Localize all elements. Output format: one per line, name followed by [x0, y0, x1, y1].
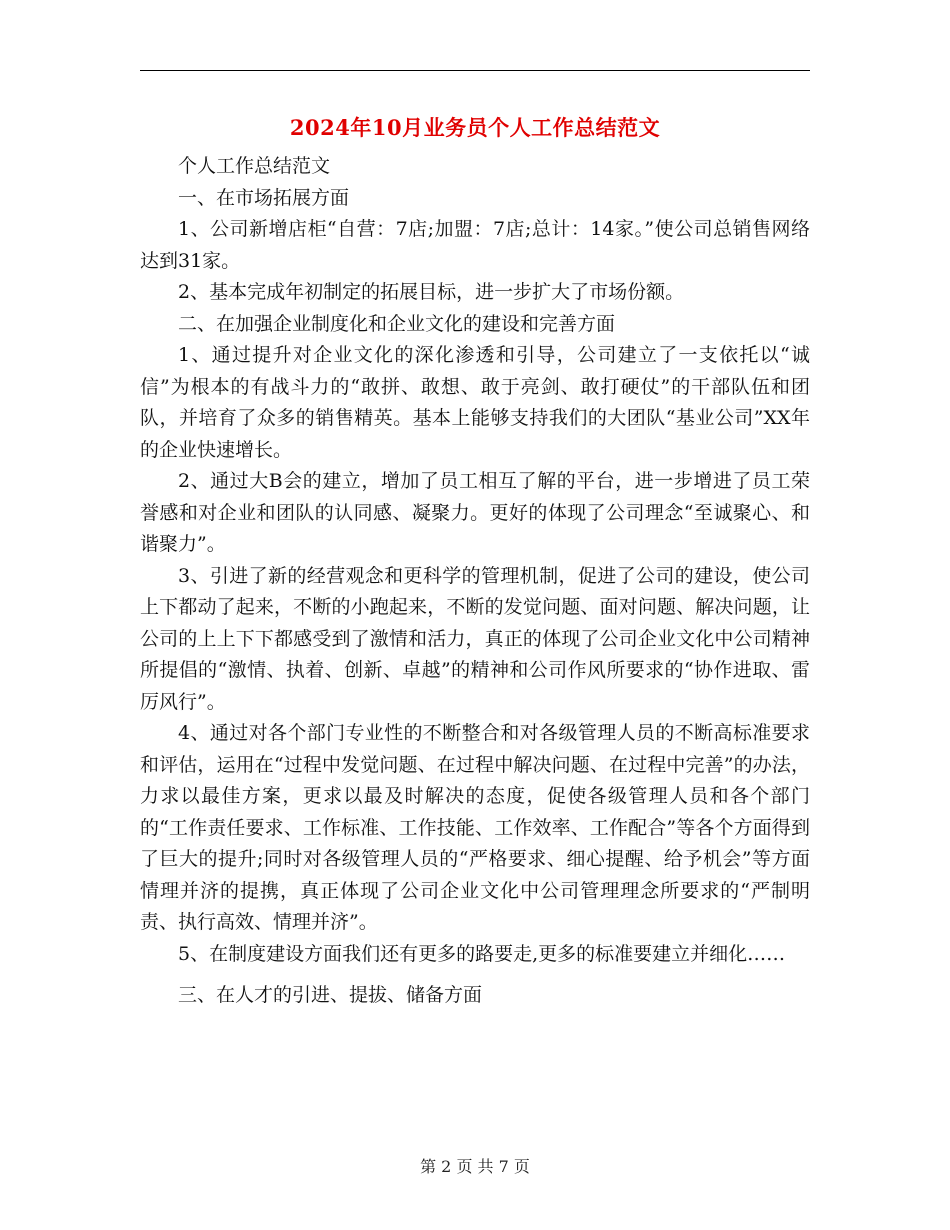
- paragraph-culture-5: 5、在制度建设方面我们还有更多的路要走,更多的标准要建立并细化……: [178, 942, 786, 965]
- paragraph-culture-3: 3、引进了新的经营观念和更科学的管理机制，促进了公司的建设，使公司上下都动了起来，不断的小跑起来，不断的发觉问题、面对问题、解决问题，让公司的上上下下都感受到了激情和活力，真正的体现了公司企业文化中公司精神所提倡的“激情、执着、创新、卓越”的精神和公司作风所要求的“协作进取、雷厉风行”。: [140, 564, 810, 713]
- paragraph-subtitle: 个人工作总结范文: [178, 155, 331, 177]
- section-heading-culture: 二、在加强企业制度化和企业文化的建设和完善方面: [178, 312, 616, 335]
- section-heading-market: 一、在市场拓展方面: [178, 186, 350, 209]
- paragraph-market-1: 1、公司新增店柜“自营：7店;加盟：7店;总计：14家。”使公司总销售网络达到31家。: [140, 218, 810, 272]
- page-footer: 第 2 页 共 7 页: [420, 1157, 530, 1176]
- header-rule: [140, 70, 810, 71]
- paragraph-market-2: 2、基本完成年初制定的拓展目标，进一步扩大了市场份额。: [178, 281, 685, 303]
- section-heading-talent: 三、在人才的引进、提拔、储备方面: [178, 984, 483, 1006]
- document-title: 2024年10月业务员个人工作总结范文: [289, 115, 661, 140]
- document-body: [140, 151, 810, 1012]
- paragraph-culture-2: 2、通过大B会的建立，增加了员工相互了解的平台，进一步增进了员工荣誉感和对企业和团队的认同感、凝聚力。更好的体现了公司理念“至诚聚心、和谐聚力”。: [140, 470, 810, 555]
- paragraph-culture-1: 1、通过提升对企业文化的深化渗透和引导，公司建立了一支依托以“诚信”为根本的有战斗力的“敢拼、敢想、敢于亮剑、敢打硬仗”的干部队伍和团队，并培育了众多的销售精英。基本上能够支持我们的大团队“基业公司”XX年的企业快速增长。: [140, 344, 810, 461]
- paragraph-culture-4: 4、通过对各个部门专业性的不断整合和对各级管理人员的不断高标准要求和评估，运用在“过程中发觉问题、在过程中解决问题、在过程中完善”的办法，力求以最佳方案，更求以最及时解决的态度，促使各级管理人员和各个部门的“工作责任要求、工作标准、工作技能、工作效率、工作配合”等各个方面得到了巨大的提升;同时对各级管理人员的“严格要求、细心提醒、给予机会”等方面情理并济的提携，真正体现了公司企业文化中公司管理理念所要求的“严制明责、执行高效、情理并济”。: [140, 722, 810, 933]
